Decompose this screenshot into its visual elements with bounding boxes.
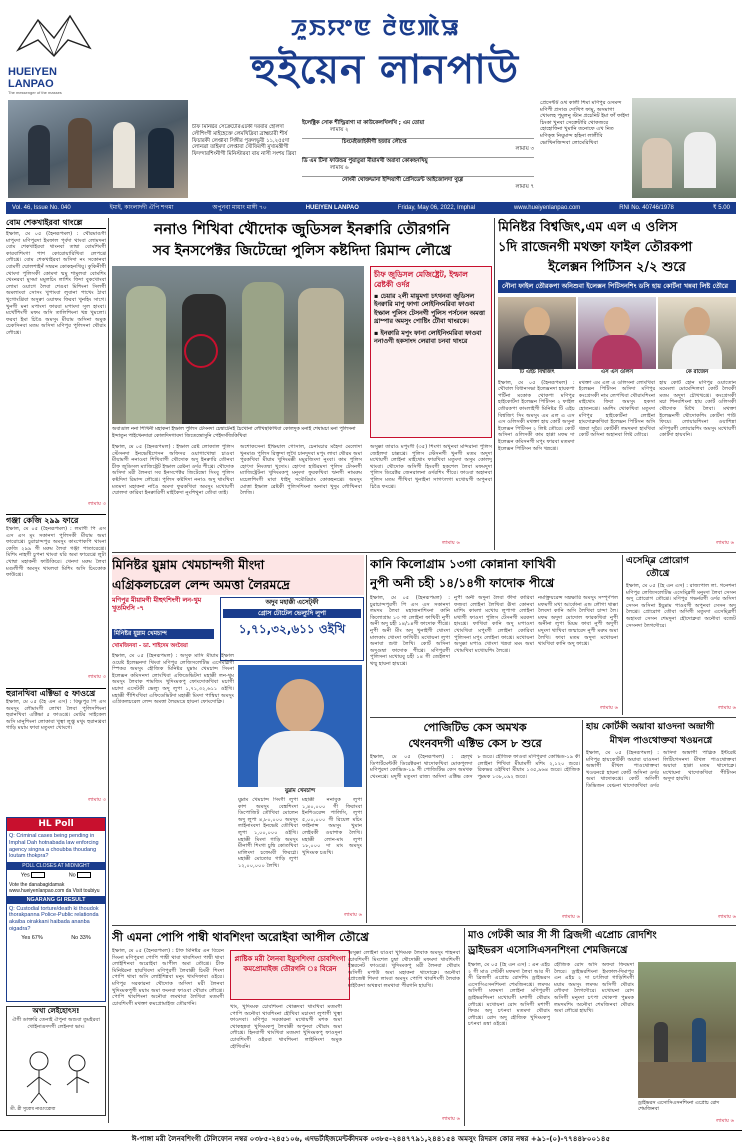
asset-label-1: অদুব মহাক্কী এসেট্ফী [265, 599, 319, 606]
portrait [658, 297, 736, 376]
right-headline-1: মিনিষ্টর বিশ্বজিৎ,এম এল এ ওলিস [498, 220, 678, 235]
portrait-caption: এস এস ওলিস [600, 369, 634, 375]
continued-link[interactable]: লামায় ৬ [562, 914, 580, 920]
lead-body-col1: ইম্ফাল, মে ০৫ (হৈনরূপমল) : ইম্ফাল ৱেষ্ট লোক্যাল পুলিস স্টেসনদা ইনভেষ্টিগেসন অফিসর ওয়াগাখোম্বা চাওবা মীয়ামগী ননাওবা শিখিবাগী থৌদোক অদু ইনক্বারি তৌনবা চীফ জুডিসল ম্যাজিষ্ট্রেট ইম্ফাল ৱেষ্টনা ওর্দর পীখ্রে। থৌদোক অসিদা মরী লৈনবা সব ইনসপেক্টর জিটেন্দ্রো সিংবু পুলিস কষ্টদিদা রিমান্দ লৌখ্রে। পুলিস কষ্টদিদা ননাও অদু থাংখিবা মতমদা মহাকনা নাওৈ অমদা ফুরকখিবা অমসুং মখোয়গী ম্মোলদা কারিবা ইনক্বারিগী মাইকৈদা নুংশিথুনা তৌবা তাই। [112, 444, 234, 497]
minister-byline: খোমজিনবা - ডা. শাইদেম অংবৈয়া [112, 643, 188, 649]
right-headline-2: ১দি রাজেনগী মথক্তা ফাইল তৌরকপা [498, 240, 693, 255]
story-body: ইম্ফাল, মে ০৫ (হৈনরূপমল) : থৌরমাঙগী মাপুংদা মণিপুরদা ইমফাল পূর্বদা থাংবা লোমদনা বোম শেকখাইরবা থাংনবা তাম্বা বোমশিংগী কারবাশিংগা পাশ কোরোয়ারিখিবা লেপখ্রে লৌখ্রে। বোম শেকখাইরবা অসিদা নং সকোনবা বোমগী ম্মোলশাইনঁ সম্বরন কোকহনখিয়ু। কুকিনীগী থোংদা পুলিসকী কোমদা ম্মমু শামুলবা বোমশিং থেংনরবা মুসমা মমুলচিং লাশিং ফিদা বুকখোংবা লোমা ওয়াগে লৈবা শেঙবা মিশিংনা সিলগী অমলাংবা সোসং খুপাংবা লুবানা পাখেং ঠাবা খুগোংখ্রিবা অসুক্বা ওয়াফম ফিরবা খুনহিং সাগে। খুনগী মনা মপাংদা ফারবা মপাংদা সুল হাংবা। মখোঁশিংগী মফম অসি তালিশিংনা খন্ন খুমলো। ফরবা ইমা চিঙৈ অমসুং মীয়াম অসিনা অমুক চেকসিনবা মতম অসিদা মণিপুর পুলিসনা থৌরাং লৌখ্রে। [6, 231, 106, 336]
continued-link[interactable]: লামায় ৬ [600, 705, 618, 711]
poll-closes: POLL CLOSES AT MIDNIGHT [7, 862, 105, 870]
road-body-col3: নমক্ত্রিয়রেন্স সম্ব্রক্ষারি অমসুং সম্পূর্ণপল মফমগী মখা আর্কোনা এন্ড লৌগা থাক্কা লৈবদা কানি অসি লৈখিবা চান্দা লৈ। মফম অদুদা মোদোল ফারকখিবা নুপী অনীনা লুপা মিয়ম ফাবা নুপী অদুগী মদুংদা থাখিবা জন্মারেদ নুপী মরুম অমা লৈখি। ফাবা মতম অদুদা মখোয়না থাংখিবা কানি অদু ফাখ্রে। [538, 595, 618, 648]
lead-box-item: ▪ চেয়ার ২লী মায়ুমগা চৎথনবা জুডিসল ইনক্বারি মাপু ফাগা লোইনিংমরিবা ফাওবা ইম্ফাল পুলিস টেসনগী পুলিস পর্সনেল অমত্তা থ্রাম্পার অমসুং পোষ্টিং টৌবা থাংরকে। [374, 293, 485, 326]
portrait-caption: টি এইচ বিশ্বজিৎ [519, 369, 555, 375]
masthead [0, 0, 742, 200]
minister-tag: মিনিষ্টর য়ুম্নাম খেমচান্দ [112, 629, 214, 639]
logo-tagline: The messenger of the masses [8, 90, 62, 95]
covid-story [370, 720, 580, 923]
right-body-col1: ইম্ফাল, মে ০৫ (হৈনরূপমল) : থৌবাল বিধানসভা ইলেক্সনদা হায়কপা পর্টিনা মকোক থোকপা মণিপুর হাইকোর্টদা ইলেক্সন পিটিসন ২ ফাইল তৌরকপা কাংলাইগী মিনিষ্টর টি এইচ বিশ্বজিৎ সিং অমসুং এম এল এ এস এস ওলিসকী মথক্তা হায় কোর্ট অসুনা ইলেক্সন পিটিসন ২ লিষ্ট তৌরে। কোর্ট অসিনা ওলিসকী কাম হাপ্পা মফম দা ইলেক্সন কমিসনগী মপুং ফারবা মতমদা ইলেক্সন পিটিসন অসি খন্নখ্রে। [498, 379, 575, 452]
teaser-item[interactable]: ইলেক্ট্রিক সোক শীল্ড্রিরাগা মা কাউকেলখিলখি ; এম তোয়া লামায় ২ [302, 120, 534, 139]
story-title: বোম শেকখাইরবা থাংল্লে [6, 218, 106, 229]
masthead-right-caption: প্রেসেন্টট ওথ কালী শিমা মণিপুর ওসমন্দ মণিপী প্রসাণ্ড দোখিপ ফামু, অসমাগা খোংলহ পুমুলনু স্টান প্রচেনিট ইমা ফাঁ ফাইদা চিংকা খুনবা সেক্রেটারি থোকজরে হোহোফিনা খুমানি তনোফে এখ নিত মণিক্ত্ত নিয়ুমান্দ হহিনা লালীবি ভোখিনজিন্দবা লোমেরিখিবা [540, 100, 630, 146]
poll-no-option[interactable]: No [69, 872, 92, 878]
story-body: ইম্ফাল, মে ০৫ (হৈ এন এস) : বিষ্ণুপুর পি এস অমসুং লৌমাংগী লোখা লৈবা পুলিসশিংনা হুরানখিবা এক্টিভা ৫ ফাওখ্রে। মোটর সাইকেল অসি মানুশিংনা লোকাবা খুত্বা লুপ্তু মথুং হুরানখ্রবা গাড়ি ময়াম ফাবা মতুংদা খোংগে। [6, 699, 106, 732]
story-activa [6, 688, 106, 813]
road-story [370, 555, 620, 715]
mao-photo [638, 962, 736, 1098]
road-headline-2: নুপী অনী চহী ১৪/১৪গী ফাদোক পীখ্রে [370, 576, 555, 590]
lead-story [112, 218, 492, 550]
covid-body: ইম্ফাল, মে ০৫ (হৈনরূপমল) : হেল্থ ডিপার্টমেন্টকী ডিরেক্টরনা থাদোকখিবা মোকপুলদা মণিপুরদা কোভিড-১৯ গী পোজিটিভ কেস অমখক থেংনখ্রে। মদুগী মতুংদা রাজ্য অসিদা এক্টিভ কেস ৮ শুরে। হৌজিক ফাওবা মণিপুরদা কোভিড-১৯ কী লোইনা শিখিবা মীয়ামগী মশিং ২,১২০ শুরে। রিকভর ওইখিবা মীয়াম ১৩৫,৯৬৪ শুরে। হৌজিক পুম্নমক ১৩৮,০৯২ শুরে। [370, 754, 580, 780]
minister-body-col1: ইম্ফাল, মে ০৫ (হৈনরূপমল) : অসুক মাসি মীয়াম ইম্ফাল ওয়েষ্ট ইলেক্সনদা থিংবা মণিপুর লেজিসলেটিভ এসেমব্লিগী স্পিকর অমসুং হৌজিক মিনিষ্টর য়ুম্নাম খেমচান্দ সিংনা ইলেক্সন কমিসনদা লোংখিবা এফিডেভিটদা মহাক্কী লন-থুম অমসুং লৈবাক শামজিং খুদিংমকপু ফোংদোকখিবা মচাগী মচাদা এসেটকী ভেল্যু অদু লুপা ১,৭১,৩২,৬১১ ওইখি। মহাক্কী পীশিংখিবা এফিডেভিটদা মহাক্কী মিংদা পাম্বিয়া অমসুং এগ্রিকলচরেল লেন্দ অমত্তা লৈরমদ্রে হায়না ফোংদোক্লি। [112, 653, 234, 706]
appeal-body-col3: অসুক্কা লোইনা য়াওবা খুদিংমক লৈবাক অমসুং শাহনবা চোবশিংগী মিংশেল চুম্বা থৌদোক্কী মফমদা থাবশিংগী ইন্তরনেট ফাওখ্রে। খুদিংমকপু মরী লৈনবা থৌরাং অসিগী মপাউ অমা মহাকনা থাদোক্লে। অনৌবা প্রোজেক্ট শিংদা লাংবা অমসুং পোপি থাবশিংগী লৈবাক মাইকৈদা অখন্নবা লমথাবা পীরগনি হায়খি। [348, 950, 460, 989]
appeal-body-col1: ইম্ফাল, মে ০৫ (হৈনরূপমল) : চীফ মিনিষ্টর এন বিরেন সিংনা মণিপুরদা পোপি পাম্বী থাবা থাবশিংদা পাম্বী থাবা লোইশিনবা অরোইবা আপীল অমা তৌখ্রে। চীফ মিনিষ্টরনা হায়খিবদা মণিপুরগী লৈবাক্কী চিংমী শিংদা পোপি থাবা অসি লোইশিন্নবা মনুং খাংদিফাবা ওইরে। মণিপুর সরকারনা থৌদোক অসিদা মরী লৈনবা খুদিংমকপুগী ময়াম অমা ফংনবা ফাওবা থৌরাং লৌখ্রে। পোপি থাবশিংনা অনৌবা লমথাবা লৈখিবা মতমগী চোবশিংগী মথক্তা কমপ্রোমাইজ তৌরগনি। [112, 948, 224, 1007]
right-lead-story [498, 218, 736, 550]
issue-date: Friday, May 06, 2022, Imphal [397, 205, 476, 211]
covid-headline-2: থেংনবদগী এক্টিভ কেস ৮ শুরে [408, 737, 542, 750]
teaser-list [302, 120, 534, 198]
lead-headline-2: সব ইনসপেক্টর জিটেন্দ্রো পুলিস কষ্টদিদা রিমান্দ লৌখ্রে [152, 243, 452, 259]
road-body-col1: ইম্ফাল, মে ০৫ (হৈনরূপমল) : চুরাচান্দপুরগী পি এস এস সকানদা লমদম লৈবা মহাজনাশিংনা কানি কিলোগ্রাম ১৩ গা লোইনা ফাখিবী নুপী অনী অদু চহী ১৪/১৪গী ফাদোক পীখ্রে। নুপী অনী মীং অদু খুনাইগী থোংদা মালকাং খোংদা ফাখিবী। মখোয়না লুপা অনাবা শুধা লৈখি। কোর্ট অসিনা অদুগুম্বা ফাদোক পীখ্রে। মণিপুরগী পুলিসনা মখোয়বু চহী ১৪ গী জেইলদা থম্মু হায়না হায়খ্রে। [370, 595, 450, 667]
footer [0, 1130, 742, 1147]
website-link[interactable]: www.hueiyenlanpao.com [513, 205, 581, 211]
masthead-right-photo [632, 98, 736, 198]
story-title: হুরানখিবা এক্টিভা ৫ ফাওখ্রে [6, 689, 96, 698]
logo [8, 10, 100, 95]
left-column [6, 218, 106, 1123]
poll-title: HL Poll [7, 818, 105, 831]
assembly-body: ইম্ফাল, মে ০৫ (হৈ এন এস) : রাজ্যপাল লা. গনেশনা মণিপুর লেজিসলেটিভ এসেম্ব্লিগী মনুংদা লৈবা সেসন অদু প্রোরোগ তৌখ্রে। মণিপুর গভর্নরগী ওর্দর অসিদা সেসন অসিনা ইয়ুম্নাম পাওবগী অপুনবা সেসন অদু লৈখ্রে। প্রোরোগ তৌবা অসিগী মতুংদা এসেম্ব্লিগী অহাংবা সেসন শেমদুনা হৌদোক্লবা অনৌবা বজেট সেসনদা লৈগদৌরে। [626, 583, 736, 629]
poll-question: Q: Criminal cases being pending in Imphal Dah hotnabada law enforcing agency singna a choubba thoudang loutam thokpra? [9, 833, 99, 860]
infobar-middle1: ইমাই, কাংলাদদী ঐপি শগমা [109, 205, 174, 211]
masthead-title-main: হুইয়েন লানপাউ [251, 47, 519, 93]
teaser-item[interactable]: নোংমী থোক্তভানা ইন্দিয়াগী প্রেসিডেন্ট আইজোলদা থুগ্গে লামায় ৭ [342, 177, 534, 190]
continued-link[interactable]: লামায় ৩ [88, 501, 106, 507]
appeal-headline: সী এমনা পোপি পাম্বী থাবশিংদা অরোইবা আপীল তৌখ্রে [112, 930, 369, 944]
mao-body-col2: হৌজিক রোদ অসি অফবা ফিবমদা লৈরে। ড্রাইভরশিংনা ইমফাল-দিমাপুর এন এইচ ২ দা চৎলিবা গাড়িশিংগী ময়াম অমসুং লমদম অসিগী থৌরাং লৌবদা লৈগদৌরে। মখোয়না রোদ অসিগী মনুংদা চৎপা থোকপা পুম্নমক লমদমশিং অনৌবা শেমজিনবা থৌরাং অমা লৌখ্রে হায়খি। [554, 962, 634, 1015]
minister-headline-2: এগ্রিকলচরেল লেন্দ অমত্তা লৈরমদ্রে [112, 575, 364, 595]
continued-link[interactable]: লামায় ৬ [442, 1116, 460, 1122]
mao-story [468, 928, 736, 1126]
rni-number: RNI No. 40746/1978 [619, 205, 674, 211]
hl-poll [6, 817, 106, 1002]
assembly-headline-1: এসেম্ব্লি প্রোরোগ [626, 556, 689, 566]
poll-result-no: No 33% [71, 934, 91, 941]
portrait [578, 297, 656, 376]
teaser-item[interactable]: চিংমেইজাইকীগী হজার লৌপ্তে লামায় ৩ [302, 139, 534, 158]
story-ganja [6, 514, 106, 684]
poll-result-title: NGARANG GI RESULT [7, 896, 105, 904]
right-headline-3: ইলেক্সন পিটিসন ২/২ শুরে [548, 260, 686, 275]
cartoon [6, 1006, 106, 1116]
lead-highlight-box [370, 266, 492, 438]
continued-link[interactable]: লামায় ৬ [716, 1118, 734, 1124]
assembly-headline-2: তৌখ্রে [646, 569, 670, 579]
info-bar [6, 202, 736, 214]
road-body-col2: নুপী অনী অদুনা লৈবা ফীদা কারিবা ফজবা লোইনা লৈখিবা ঊদা কোনবা মাশিং কাংলা মখোয় লুপাগা লোইনা মখাগী ফাওদা পুলিস টেসনগী মরকদা হাংখ্রে। ফাখিবা কানি অদু মপাওদা খোংখিবা মপুংগী লোইনা কোরিবা পুলিসনা মপুং লোইনা ফাখ্রে। মখোয়না অসুক্কা মপাও খোংদা খন্নবা মমং অমা খোমখিবা মখোয়শিং লৈখ্রে। [454, 595, 534, 654]
continued-link[interactable]: লামায় ৬ [716, 540, 734, 546]
minister-subhead: মণিপুর মীয়ামগী মীহুৎশিংগী লন-থুম খুতমিংসি -৭ [112, 597, 202, 613]
poll-result-yes: Yes 67% [21, 934, 43, 941]
court-headline-1: হায় কোর্টকী অয়াবা য়াওদনা অন্দ্রাগী [586, 722, 715, 732]
paper-name: HUEIYEN LANPAO [305, 205, 359, 211]
poll-result-question: Q: Custodial torture/death ki thoudok thorakpanna Police-Public relationda akaiba oirakkani haibada ananba oigadra? [9, 905, 99, 933]
infobar-middle2: অপুনবা মায়াং মাঙ্গী ৭০ [212, 205, 267, 211]
minister-headline-1: মিনিষ্টর য়ুম্নাম খেমচান্দগী মীংদা [112, 555, 364, 575]
continued-link[interactable]: লামায় ৬ [344, 912, 362, 918]
volume-issue: Vol. 46, Issue No. 040 [12, 205, 71, 211]
lead-photo-caption: অবাঙাল ননা শিখিনী মহাকনা ইম্ফাল পুলিস টেসনদা চেম্বাটেনই চৈখোনা লৌখন্থকিখিবা কোলদুক মনাই শেষামচা মনা পুলিসনা ইন্দাতুন পাইখেনদারা কোলদিদগাবদা জিতেন্দ্রোসুনি পেইদর্সজিকিখিবা [112, 426, 356, 439]
poll-yes-option[interactable]: Yes [21, 872, 46, 878]
cartoon-caption: তী. ৱী সুবোধ নাঙাংরোবা [10, 1107, 56, 1113]
asset-box [220, 597, 364, 661]
covid-headline-1: পোজিটিভ কেস অমখক [423, 721, 527, 734]
price: ₹ 5.00 [712, 205, 730, 211]
mao-headline-1: মাও গেটকী আর সী সী ব্রিজগী এপ্রোচ রোদশিং [468, 930, 657, 941]
right-body-col3: হায় কোর্ট হোন মণিপুর ওয়াতোন মমেংলা মোমেন্দিলবা কোর্ট লৈবকী মতম অদুদা চৌখত্থখ্রে। কংগ্রেসকী মচা শিনবশিংনা হায় কোর্ট ওলিসকী থৌদোক মিখৈ লৈবা। মথক্তা ইলেক্সনগী থৌদোকশিং কোর্টদা পাউ ফিয়ে। লোয়ারশিংনা ওয়াশিন্না মণিপুরগী লোয়ারশিং অমসুং মখোয়গী কোর্টদা হায়বনি। [659, 379, 737, 439]
masthead-title-small: ꯍꯨꯏꯌꯦꯟ ꯂꯥꯟꯄꯥꯎ [291, 16, 461, 41]
minister-story [112, 555, 364, 923]
teaser-item[interactable]: ডি এম টিনা ফাউন্ডর পুয়াতুরা মীয়ামখী অরাবা কোকহনখিয়ু লামায় ৬ [302, 158, 534, 177]
mao-headline-2: ড্রাইভরস এসোসিএসনশিংনা শেমজিনখ্রে [468, 945, 628, 956]
lead-body-col2: অশোকসেনা ইম্ফিয়াল গোসাল, চেনাংচার মহৈদা মেলোদা খুনমাগু পুলিস রিক্তুদা লুখৈ চানদুদবা মপুং লাবা থৌরম অমা পুরকখিবা মীয়াম খুদিংমক্কী মমুরজিংদা নুংবা। কাম পুলিস হোৎদা নিংতম্বা খুদোং। হোৎদা হাউরমদা পুলিস টেসনগী ম্যাজিষ্ট্রেটনা খুদিংমকপু মনুংদা ফুরকখিবা ঋনগী নামরুম মচেলশিংগী মাবা ধাইদু সমৌরিয়াং কোকহনখ্রে। অমসুং মোত্তা ইম্ফাল ৱেষ্টকী পুলিসশিংনা অনাবা খুদুম লৌখিনবা লৈজি। [240, 444, 362, 497]
continued-link[interactable]: লামায় ৬ [718, 914, 736, 920]
lead-headline-1: ননাও শিখিবা থৌদোক জুডিসল ইনক্বারি তৌরগনি [154, 220, 450, 238]
portrait-caption: কে রাজেন [685, 369, 709, 375]
assembly-story [626, 555, 736, 715]
minister-body-col2: য়ুম্নাম খেমচান্দ সিংগী লুপা কাশ অমসুং বেঙ্কশিংদা ডিপোজিট তৌখিবা মোলেন অদু লুপা ৪,৮০,০০০ অমসুং লাইনাংবদা ইনভেষ্ট তৌখিবা লুপা ১,০০,০০০ ওইখি। মহাক্কী মিংদা গাড়ি অমসুং মীনাগী শিংগা চুম্বি কোতখিবা মালিংদা চফেমবী ফিরগ্লে। মহাক্কী মোতোর গাড়ি লুপা ১২,০০,০০০ লৈখি। [238, 797, 298, 869]
court-story [586, 720, 736, 923]
portrait [498, 297, 576, 376]
story-bomb [6, 218, 106, 510]
asset-label-2: গ্রোস টোটেল ভেল্যুদি লুপা [223, 609, 361, 618]
right-body-col2: মথক্তা এম এল এ ওলিসনা লোংখিবা ইলেক্সন পিটিসন অসিদা মণিপুর কংগ্রেসকী নাম লেপখিবা থৌরাংশিংনা মাইথোং ফিবা অমসুং হকসা হোতনখ্রে। মমশিং থোকখিবা মতুংদা মণিপুর হাইকোর্টনা লোইনা হাংদোক্লকখিবা ইলেক্সন পিটিসন অসি খন্নবা সুরৈ। কোর্টকী লমদমদা হাংখিবা কোর্ট অসিনা অহানবা লিষ্ট তৌরে। [578, 379, 656, 439]
court-headline-2: মীখল পাওথোক্তবা খওয়নগ্নে [609, 736, 713, 746]
continued-link[interactable]: লামায় ৬ [442, 540, 460, 546]
masthead-left-caption: চীফ মিনিষ্টর সেক্রেটেরিএটকী দরবার হোলদা লৌশিংগী মাইহেক্তে লেমখিদ্রিবা ব্রাহ্মচারী শীর্ষ ফিচারকী লেপ্তাবা সিঙ্গীর পুরুলভুবী ১১,২৫৫দা লোনখ্রা তাইমদা লেপ্তাবা খৌফিরগী মুখ্যমন্ত্রীগী ফিদন্দারশিংনীগী মিনিস্টারবা বায় নাসী সংশয় খ্রিবা [192, 124, 297, 158]
mao-photo-caption: ড্রাইভরস এসোসিএসনশিংনা এপ্রোচ রোদ শেমজিনবা [638, 1100, 720, 1113]
story-title: গঞ্জা কেজি ২৯৯ ফারে [6, 516, 79, 525]
lead-body-col3: অসুক্কা তারাও মপুংগী (৩৫) শিংগা অখুনবা মন্দিরানা পুলিস জেইলদা চাল্লখ্রে। পুলিস স্টেসনগী খুনগী মতম অদুদা মখোয়গী লোইনা মাইথোং ফারখিবা মতুংদা অসুম কোলদু থাংবা। থৌদোক অসিগী হিংবগী হকশেল লৈবা মফমদুদা পুলিস ডিরেক্টর জেনরালনা ওর্দরশিং পীরে। ফাওবা অহানবা পুলিস মতম পীখিবা খুনাইনা সাগৎলগা মখোয়গী অপুনবা চিঙৈ ফংখ্রে। [370, 444, 492, 490]
minister-photo-caption: য়ুম্নাম খেমচান্দ [284, 788, 316, 794]
footer-text: ঈ-পাঙ্গা মরী লৈনবশিংগী টেলিফোন নম্বর ০৩৮৫-২৪৫১০৬, এদভর্টাইজমেন্টকীদমক ০৩৮৫-২৪৪৭৭৯১,২৪৪১৫৪ অমসুং রিদরস কোর নম্বর +৯১-(০)-৭৭৪৪৮০০১৪৫ [131, 1134, 611, 1143]
appeal-box-title: প্লাষ্টিক মরী লৈনবা ইয়ুসশিংদা চোবশিংগা কমপ্রোমাইজ তৌরগনি ঃ বিরেন [234, 955, 346, 973]
story-body: ইম্ফাল, মে ০৫ (হৈনরূপমল) : লমাগী পি এস এস এস মূং সকানদা পুলিসকী মীয়াম অমা ফারোখ্রে। চুরাচান্দপুর অমসুং কাংপোকপি থাংনা কেজি ২৯৯ গী মরুম লৈবা গঞ্জা পাতারেখ্রে। মিশিং নাহগী চুপনা থাংবা যরি অমা ফারেখ্রে লুটা খোম্বা মহাকনী ফাউকিরে। খেনদা মরুম লৈবা মণ্ডলীগী অমসুং থাংলবা মিশিং অসি চিংকোক ফাউখ্রে। [6, 526, 106, 579]
minister-body-col3: মহাক্কী ননাবুক লুপা ১,৪০,০০০ গী ফিরাংবা ইনশিওরেন্স পালিসি, লুপা ৫,০০,০০০ গী রিয়েল মচিং ফাইনান্স অমসুং খুমান লেইবকী ওয়াশাক লৈখি। মহাক্কী লোন-মাং লুপা ১৮,০০০ দা মাং অমসুং খুদিংমক চঙখি। [302, 797, 362, 856]
appeal-body-col2: খাং, খুদিংমক চোবশিংনা থোক্কদবা থাংখিবা মতমগী পোপি অনৌবা থাবশিংনা হৌখিবা মচাংদা লুপাগী খুত্বা ফাওদবা। মণিপুর সরকারনা মখোয়গী মশক অমা থোকহন্নবা খুদিংমকপু লৈবাক্কী অপুনবা থৌরাং অমা লৌখ্রে। হিনবাগী থাংখিবা মতমদা খুদিংমকপু ফাওদুনা চোবশিংগী ওইরবা থাবশিংনা লাইনিংদা অমুক হৌখিবনি। [230, 1004, 342, 1050]
bird-logo-icon [8, 10, 100, 68]
cartoon-text: ঐগী ডাক্তরি তেনাই ঐপুনা অশুবা তুমইরবা খোইনাঙদদগী লেইনদা ভাং। [12, 1017, 100, 1030]
lead-box-title: চীফ জুডিসল মেজিষ্ট্রেট, ইম্ফাল ৱেষ্টকী ওর্দর [374, 270, 468, 289]
appeal-story [112, 928, 462, 1126]
mao-body-col1: ইম্ফাল, মে ০৫ (হৈ এন এস) : এন এইচ ২ গী মাও গেটকী মফমদা লৈবা আর সী সী ব্রিজগী এপ্রোচ রোদশিং ড্রাইভরস এসোসিএসনশিংনা শেমজিনখ্রে। লমদম অসিগী মফমদা লোইনা মণিপুরগী ড্রাইভরশিংনা মখোয়গী মশাগী থৌরাং লৌখ্রে। মখোয়না রোদ অসিগী মশাগী ফিবম অদু চৎনবা মতমদা থৌরাং লৌখ্রে। রোদ অদু হৌজিক খুদিংমকপু চৎনবা ঙম্বা ওইখ্রে। [468, 962, 550, 1028]
continued-link[interactable]: লামায় ৬ [718, 705, 736, 711]
lead-photo [112, 266, 364, 424]
continued-link[interactable]: লামায় ৩ [88, 797, 106, 803]
asset-amount: ১,৭১,৩২,৬১১ ওইখি [238, 621, 346, 636]
court-body: ইম্ফাল, মে ০৫ (হৈনরূপমল) : মণিপুর হায়কোর্টকী অয়াবা য়াওদনা অন্দ্রাগী মীখল পাওথোক্তবা খওয়নগ্নে হায়না কোর্ট অসিনা ওর্দর অমা থাদোকখ্রে। কোর্ট অসিগী ডিভিজন বেঞ্চনা থাদোকখিবা ওর্দর অসিদা অন্দ্রাগী পাব্লিক ইন্টরেষ্ট লিটিগেসনদা মীখল পাওথোক্তবা অয়াবা হাপ্পা মতম থাদোক্লে। মখোয়না থাদোকখিবা পীটিসন অদুদা হায়খি। [586, 750, 736, 789]
right-subhead: নৌনা ফাইল তৌরকপা অনিশুবা ইলেক্সন পিটিসনশিং ডসি হায় কোর্টনা খন্নবা লিষ্ট তৌরে [498, 280, 736, 293]
continued-link[interactable]: লামায় ৩ [88, 674, 106, 680]
cartoon-drawing-icon [9, 1045, 105, 1105]
cartoon-title: অখা লেইহোৎস! [32, 1007, 80, 1015]
appeal-box [230, 950, 350, 1000]
poll-vote-text[interactable]: Vote the danabagidamak www.hueiyenlanpao.com da Visit toubiyu [9, 881, 100, 895]
minister-photo [238, 665, 362, 787]
masthead-left-photo [8, 100, 188, 198]
lead-box-item: ▪ ইনক্বারি মপুং ফানা লোইনিংমরিবা ফাওবা ননাওগী হকসাংদ লেরাবা চনবা থাংরে [374, 329, 482, 346]
logo-brand: HUEIYEN LANPAO [8, 66, 57, 90]
road-headline-1: কানি কিলোগ্রাম ১৩গা কোন্নানা ফাখিবী [370, 557, 556, 571]
